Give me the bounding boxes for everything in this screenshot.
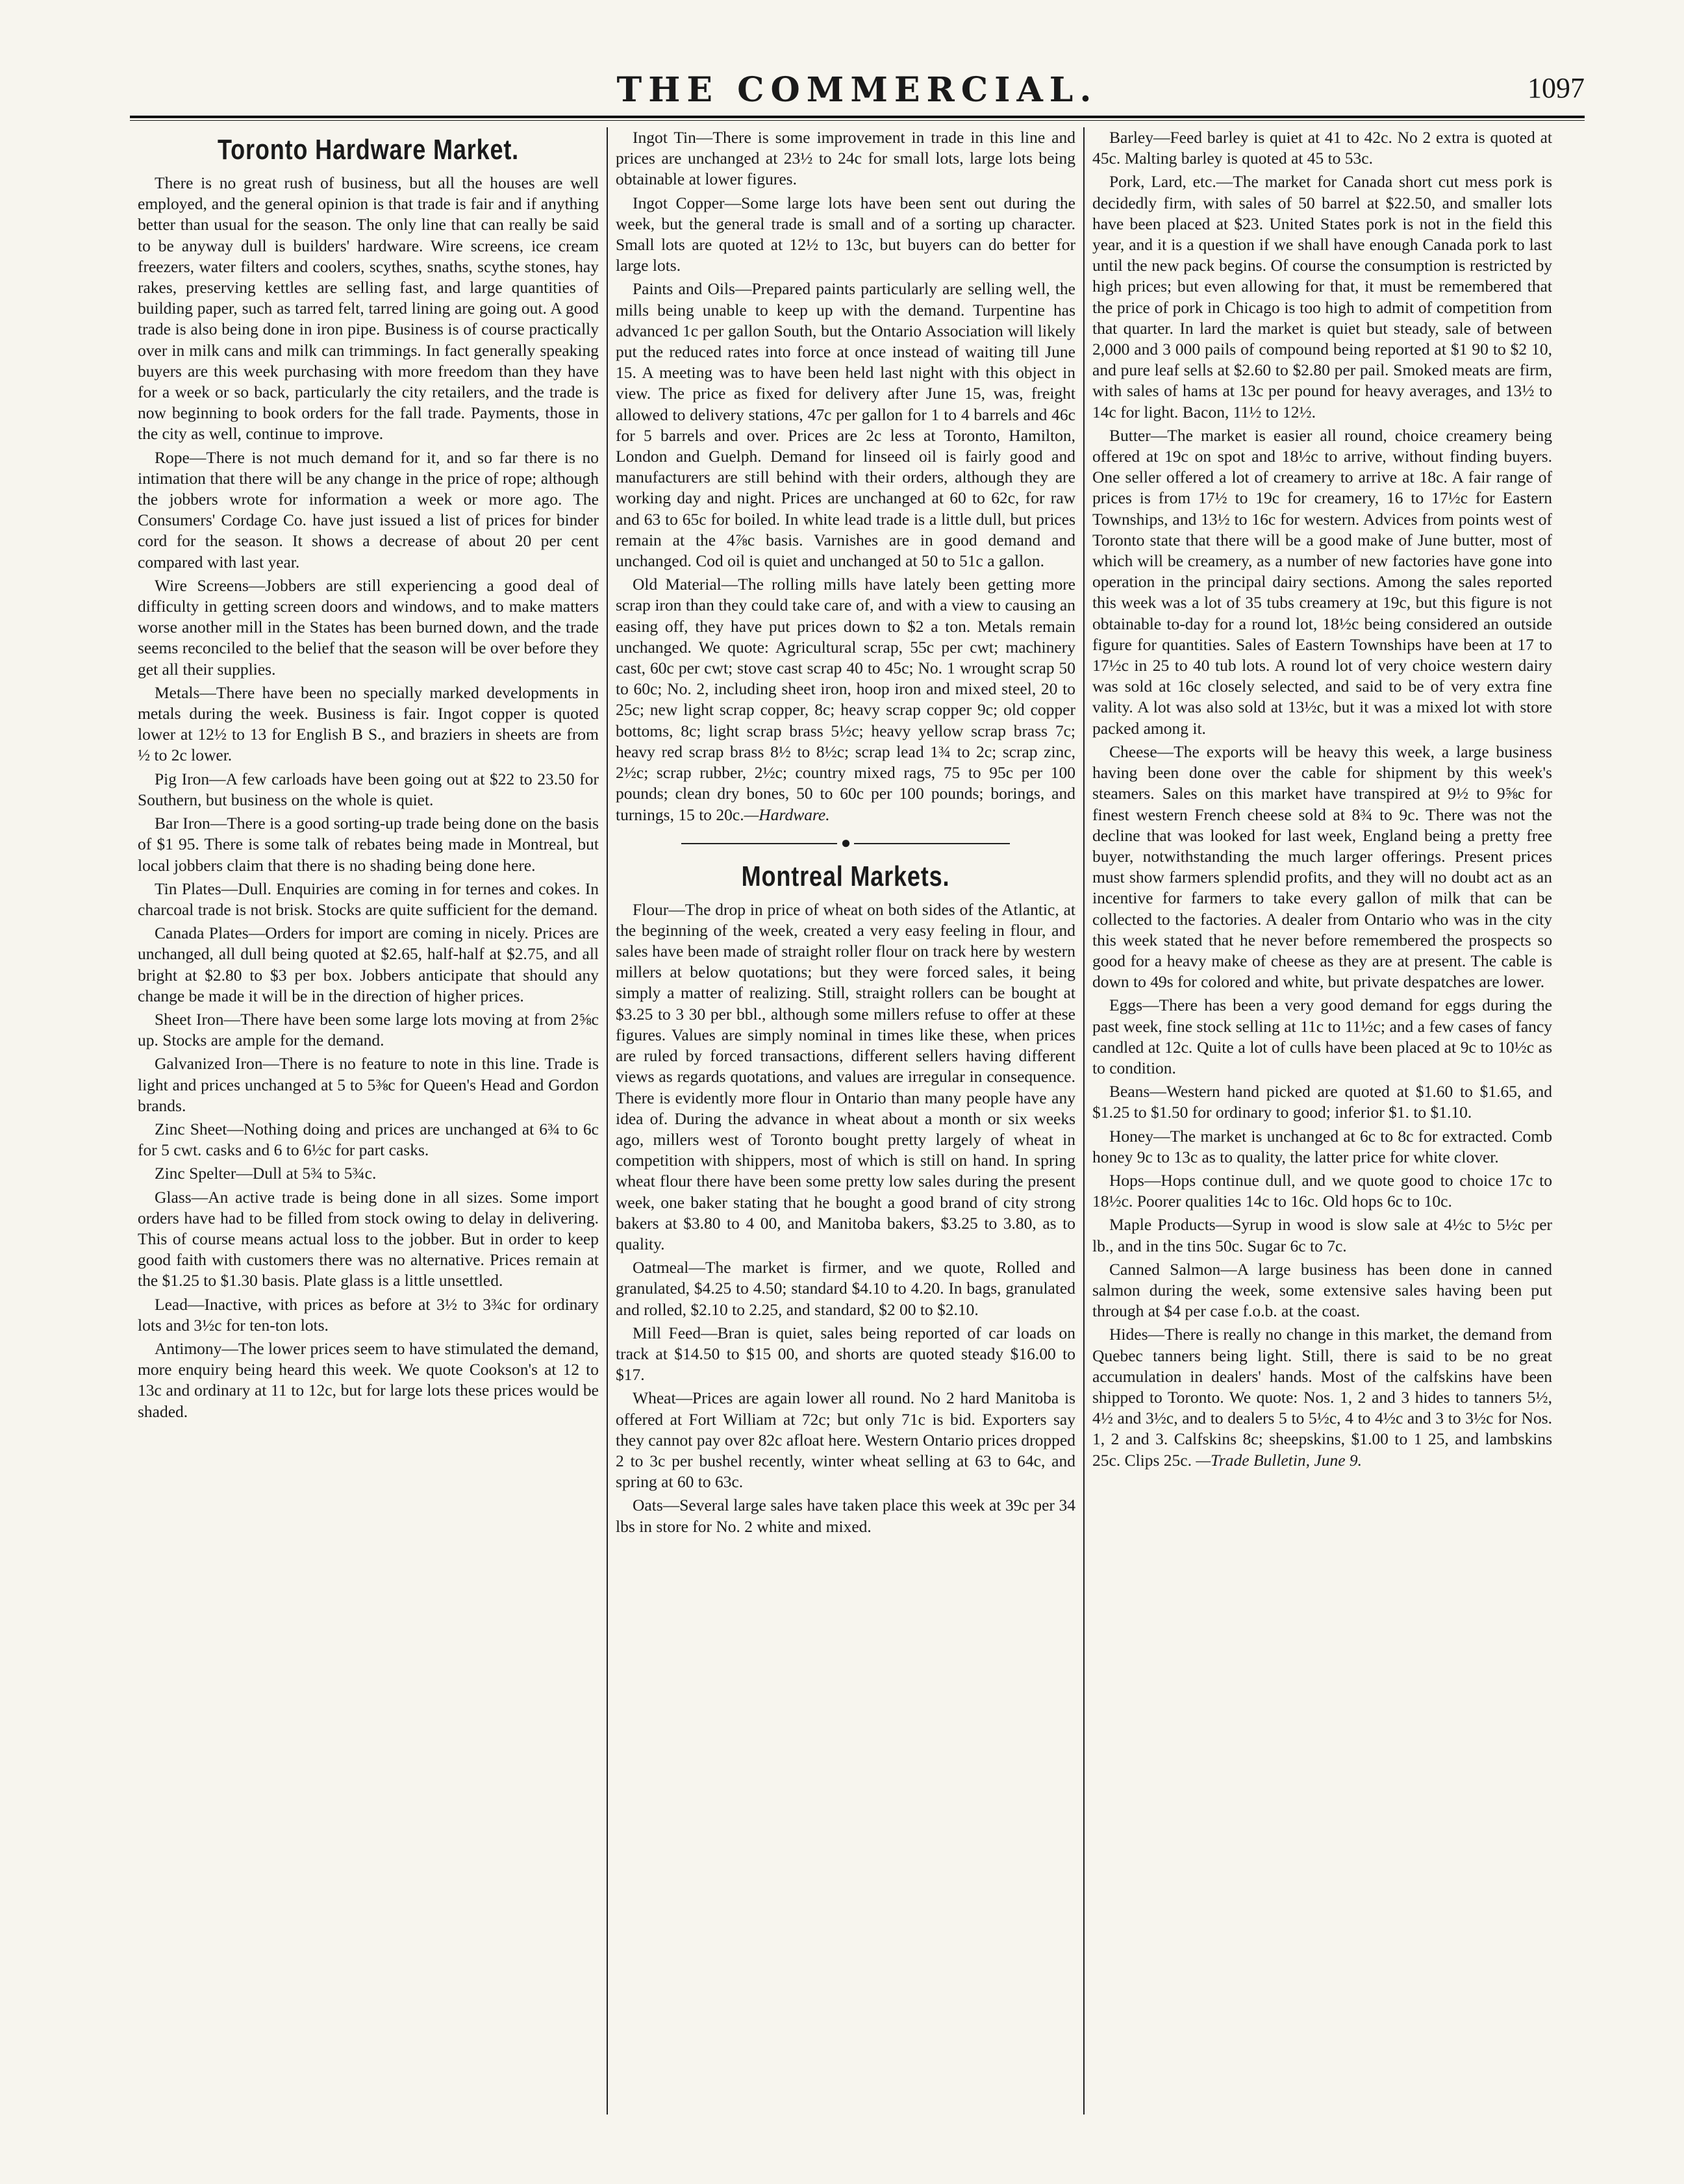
column-3 <box>1083 127 1560 2115</box>
paragraph: Honey—The market is unchanged at 6c to 8c for extracted. Comb honey 9c to 13c as to quality, the latter price for white clover. <box>1092 1126 1552 1166</box>
page-number: 1097 <box>1527 72 1585 104</box>
section-heading-toronto-hardware: Toronto Hardware Market. <box>217 134 520 166</box>
paragraph: Hops—Hops continue dull, and we quote good to choice 17c to 18½c. Poorer qualities 14c to 16c. Old hops 6c to 10c. <box>1092 1170 1552 1211</box>
paragraph: Zinc Sheet—Nothing doing and prices are unchanged at 6¾ to 6c for 5 cwt. casks and 6 to 6½c for part casks. <box>138 1119 599 1160</box>
paragraph: Tin Plates—Dull. Enquiries are coming in for ternes and cokes. In charcoal trade is not brisk. Stocks are quite sufficient for the demand. <box>138 879 599 919</box>
paragraph-text: Old Material—The rolling mills have lately been getting more scrap iron than they could take care of, and with a view to causing an easing off, they have put prices down to $2 a ton. Metals remain unchanged. We quote: Agricultural scrap, 55c per cwt; machinery cast, 60c per cwt; stove cast scrap 40 to 45c; No. 1 wrought scrap 50 to 60c; No. 2, including sheet iron, hoop iron and mixed steel, 20 to 25c; new light scrap copper, 8c; heavy scrap copper 9c; old copper bottoms, 8c; light scrap brass 5½c; heavy yellow scrap brass 7c; heavy red scrap brass 8½ to 8½c; scrap lead 1¾ to 2c; scrap zinc, 2½c; scrap rubber, 2½c; country mixed rags, 75 to 95c per 100 pounds; clean dry bones, 50 to 60c per 100 pounds; borings, and turnings, 15 to 20c. <box>616 575 1075 824</box>
paragraph: Mill Feed—Bran is quiet, sales being reported of car loads on track at $14.50 to $15 00, and shorts are quoted steady $16.00 to $17. <box>616 1323 1075 1385</box>
paragraph: Cheese—The exports will be heavy this week, a large business having been done over the cable for shipment by this week's steamers. Sales on this market have transpired at 9½ to 9⅝c for finest western French cheese sold at 8¾ to 9c. There was not the decline that was looked for last week, England being a pretty free buyer, notwithstanding the much larger offerings. Present prices must show farmers splendid profits, and they will no doubt act as an incentive for farmers to take every gallon of milk that can be collected to the factories. A dealer from Ontario who was in the city this week stated that he never before remembered the prospects so good for a heavy make of cheese as they are at present. The cable is down to 49s for colored and white, but private despatches are lower. <box>1092 742 1552 992</box>
paragraph: Wire Screens—Jobbers are still experiencing a good deal of difficulty in getting screen doors and windows, and to make matters worse another mill in the States has been burned down, and the trade seems reconciled to the belief that the season will be over before they get all their supplies. <box>138 575 599 679</box>
paragraph: Butter—The market is easier all round, choice creamery being offered at 19c on spot and 18½c to arrive, without finding buyers. One seller offered a lot of creamery to arrive at 18c. A fair range of prices is from 17½ to 19c for creamery, 16 to 17½c for Eastern Townships, and 13½ to 16c for western. Advices from points west of Toronto state that there will be a good make of June butter, most of which will be creamery, as a number of new factories have gone into operation in the principal dairy sections. Among the sales reported this week was a lot of 35 tubs creamery at 19c, but this figure is not obtainable to-day for a round lot, 18½c being considered an outside figure for quantities. Sales of Eastern Townships have been at 17 to 17½c in 25 to 40 tub lots. A round lot of very choice western dairy was sold at 16c closely selected, and said to be of very extra fine vality. A lot was also sold at 13½c, but it was a mixed lot with store packed among it. <box>1092 425 1552 738</box>
divider-rule-left <box>681 843 837 844</box>
paragraph: Zinc Spelter—Dull at 5¾ to 5¾c. <box>155 1164 377 1183</box>
paragraph: Ingot Tin—There is some improvement in trade in this line and prices are unchanged at 23½ to 24c for small lots, large lots being obtainable at lower figures. <box>616 128 1075 189</box>
section-heading-montreal-markets: Montreal Markets. <box>741 860 950 892</box>
paragraph: Wheat—Prices are again lower all round. No 2 hard Manitoba is offered at Fort William at 72c; but only 71c is bid. Exporters say they cannot pay over 82c afloat here. Western Ontario prices dropped 2 to 3c per bushel recently, winter wheat selling at 63 to 64c, and spring at 60 to 63c. <box>616 1388 1075 1492</box>
section-divider <box>616 832 1075 854</box>
paragraph: Lead—Inactive, with prices as before at 3½ to 3¾c for ordinary lots and 3½c for ten-ton lots. <box>138 1294 599 1335</box>
paragraph: Sheet Iron—There have been some large lots moving at from 2⅝c up. Stocks are ample for the demand. <box>138 1009 599 1050</box>
paragraph: Oats—Several large sales have taken place this week at 39c per 34 lbs in store for No. 2 white and mixed. <box>616 1496 1075 1536</box>
column-1-body <box>138 173 599 1422</box>
paragraph: Ingot Copper—Some large lots have been sent out during the week, but the general trade is small and of a sorting up character. Small lots are quoted at 12½ to 13c, but buyers can do better for large lots. <box>616 193 1075 275</box>
paragraph: Oatmeal—The market is firmer, and we quote, Rolled and granulated, $4.25 to 4.50; standard $4.10 to 4.20. In bags, granulated and rolled, $2.10 to 2.25, and standard, $2 00 to $2.10. <box>616 1258 1075 1319</box>
column-1 <box>130 127 607 2115</box>
paragraph: Canned Salmon—A large business has been done in canned salmon during the week, some extensive sales having been put through at $4 per case f.o.b. at the coast. <box>1092 1259 1552 1321</box>
paragraph-text: Hides—There is really no change in this market, the demand from Quebec tanners being light. Still, there is said to be no great accumulation in dealers' hands. Most of the calfskins have been shipped to Toronto. We quote: Nos. 1, 2 and 3 hides to tanners 5½, 4½ and 3½c, and to dealers 5 to 5½c, 4 to 4½c and 3 to 3½c for Nos. 1, 2 and 3. Calfskins 8c; sheepskins, $1.00 to 1 25, and lambskins 25c. Clips 25c. <box>1092 1325 1552 1470</box>
paragraph <box>616 574 1075 825</box>
paragraph: Galvanized Iron—There is no feature to note in this line. Trade is light and prices unchanged at 5 to 5⅜c for Queen's Head and Gordon brands. <box>138 1054 599 1115</box>
paragraph: Paints and Oils—Prepared paints particularly are selling well, the mills being unable to keep up with the demand. Turpentine has advanced 1c per gallon South, but the Ontario Association will likely put the reduced rates into force at once instead of waiting till June 15. A meeting was to have been held last night with this object in view. The price as fixed for delivery after June 15, was, freight allowed to delivery stations, 47c per gallon for 1 to 4 barrels and 46c for 5 barrels and over. Prices are 2c less at Toronto, Hamilton, London and Guelph. Demand for linseed oil is fairly good and manufacturers are still behind with their orders, although they are working day and night. Prices are unchanged at 60 to 62c, for raw and 63 to 65c for boiled. In white lead trade is a little dull, but prices remain at the 4⅞c basis. Varnishes are in good demand and unchanged. Cod oil is quiet and unchanged at 50 to 51c a gallon. <box>616 279 1075 571</box>
paragraph: Metals—There have been no specially marked developments in metals during the week. Business is fair. Ingot copper is quoted lower at 12½ to 13 for English B S., and braziers in sheets are from ½ to 2c lower. <box>138 683 599 765</box>
newspaper-title: THE COMMERCIAL. <box>616 70 1098 110</box>
paragraph: Bar Iron—There is a good sorting-up trade being done on the basis of $1 95. There is some talk of rebates being made in Montreal, but local jobbers claim that there is no shading being done here. <box>138 814 599 875</box>
paragraph: Canada Plates—Orders for import are coming in nicely. Prices are unchanged, all dull being quoted at $2.65, half-half at $2.75, and all bright at $2.80 to $3 per box. Jobbers anticipate that should any change be made it will be in the direction of higher prices. <box>138 923 599 1005</box>
column-2-body-bottom <box>616 899 1075 1537</box>
header-rule <box>130 116 1585 121</box>
paragraph: Pig Iron—A few carloads have been going out at $22 to 23.50 for Southern, but business on the whole is quiet. <box>138 769 599 809</box>
paragraph: Maple Products—Syrup in wood is slow sale at 4½c to 5½c per lb., and in the tins 50c. Sugar 6c to 7c. <box>1092 1215 1552 1255</box>
divider-ornament: ● <box>840 833 851 853</box>
source-attribution: —Trade Bulletin, June 9. <box>1196 1450 1363 1470</box>
paragraph: Antimony—The lower prices seem to have stimulated the demand, more enquiry being heard this week. We quote Cookson's at 12 to 13c and ordinary at 11 to 12c, but for large lots these prices would be shaded. <box>138 1338 599 1421</box>
paragraph: Beans—Western hand picked are quoted at $1.60 to $1.65, and $1.25 to $1.50 for ordinary to good; inferior $1. to $1.10. <box>1092 1082 1552 1122</box>
paragraph: Flour—The drop in price of wheat on both sides of the Atlantic, at the beginning of the week, created a very easy feeling in flour, and sales have been made of straight roller flour on track here by western millers at below quotations; but they were forced sales, it being simply a matter of realizing. Still, straight rollers can be bought at $3.25 to 3 30 per bbl., although some millers refuse to offer at these figures. Values are simply nominal in times like these, when prices are ruled by forced transactions, different sellers having different views as regards quotations, and values are irregular in consequence. There is evidently more flour in Ontario than many people have any idea of. During the advance in wheat about a month or six weeks ago, millers west of Toronto bought pretty largely of wheat in competition with shippers, most of which is still on hand. In spring wheat flour there have been some pretty low sales during the present week, one baker stating that he bought a good brand of city strong bakers at $3.80 to 4 00, and Manitoba bakers, $3.25 to 3.80, as to quality. <box>616 899 1075 1253</box>
paragraph: Barley—Feed barley is quiet at 41 to 42c. No 2 extra is quoted at 45c. Malting barley is quoted at 45 to 53c. <box>1092 128 1552 168</box>
paragraph: There is no great rush of business, but all the houses are well employed, and the general opinion is that trade is fair and if anything better than usual for the season. The only line that can really be said to be anyway dull is builders' hardware. Wire screens, ice cream freezers, water filters and coolers, scythes, snaths, scythe stones, hay rakes, preserving kettles are selling fast, and large quantities of building paper, such as tarred felt, tarred lining are going out. A good trade is also being done in iron pipe. Business is of course practically over in milk cans and milk can trimmings. In fact generally speaking buyers are this week purchasing with more freedom than they have for a week or so back, particularly the city retailers, and the trade is now beginning to book orders for the fall trade. Payments, those in the city as well, continue to improve. <box>138 173 599 444</box>
column-3-body <box>1092 127 1552 1471</box>
paragraph: Glass—An active trade is being done in all sizes. Some import orders have had to be filled from stock owing to delay in delivering. This of course means actual loss to the jobber. But in order to keep good faith with customers there was no alternative. Prices remain at the $1.25 to $1.30 basis. Plate glass is a little unsettled. <box>138 1187 599 1290</box>
paragraph: Rope—There is not much demand for it, and so far there is no intimation that there will be any change in the price of rope; although the jobbers wrote for information a week or more ago. The Consumers' Cordage Co. have just issued a list of prices for binder cord for the season. It shows a decrease of about 20 per cent compared with last year. <box>138 447 599 571</box>
paragraph: Eggs—There has been a very good demand for eggs during the past week, fine stock selling at 11c to 11½c; and a few cases of fancy candled at 12c. Quite a lot of culls have been placed at 9c to 10½c as to condition. <box>1092 996 1552 1077</box>
source-attribution: —Hardware. <box>744 805 830 824</box>
paragraph: Pork, Lard, etc.—The market for Canada short cut mess pork is decidedly firm, with sales of 50 barrel at $22.50, and smaller lots have been placed at $23. United States pork is not in the field this year, and it is a question if we shall have enough Canada pork to last until the new pack begins. Of course the consumption is restricted by high prices; but even allowing for that, it must be remembered that the price of pork in Chicago is too high to admit of competition from that quarter. In lard the market is quiet but steady, sale of between 2,000 and 3 000 pails of compound being reported at $1 90 to $2 10, and pure leaf sells at $2.60 to $2.80 per pail. Smoked meats are firm, with sales of hams at 13c per pound for heavy averages, and 13½ to 14c for light. Bacon, 11½ to 12½. <box>1092 172 1552 421</box>
masthead <box>130 65 1585 117</box>
article-columns <box>130 127 1585 2115</box>
divider-rule-right <box>854 843 1010 844</box>
column-2 <box>607 127 1083 2115</box>
column-2-body-top <box>616 127 1075 825</box>
paragraph <box>1092 1324 1552 1470</box>
